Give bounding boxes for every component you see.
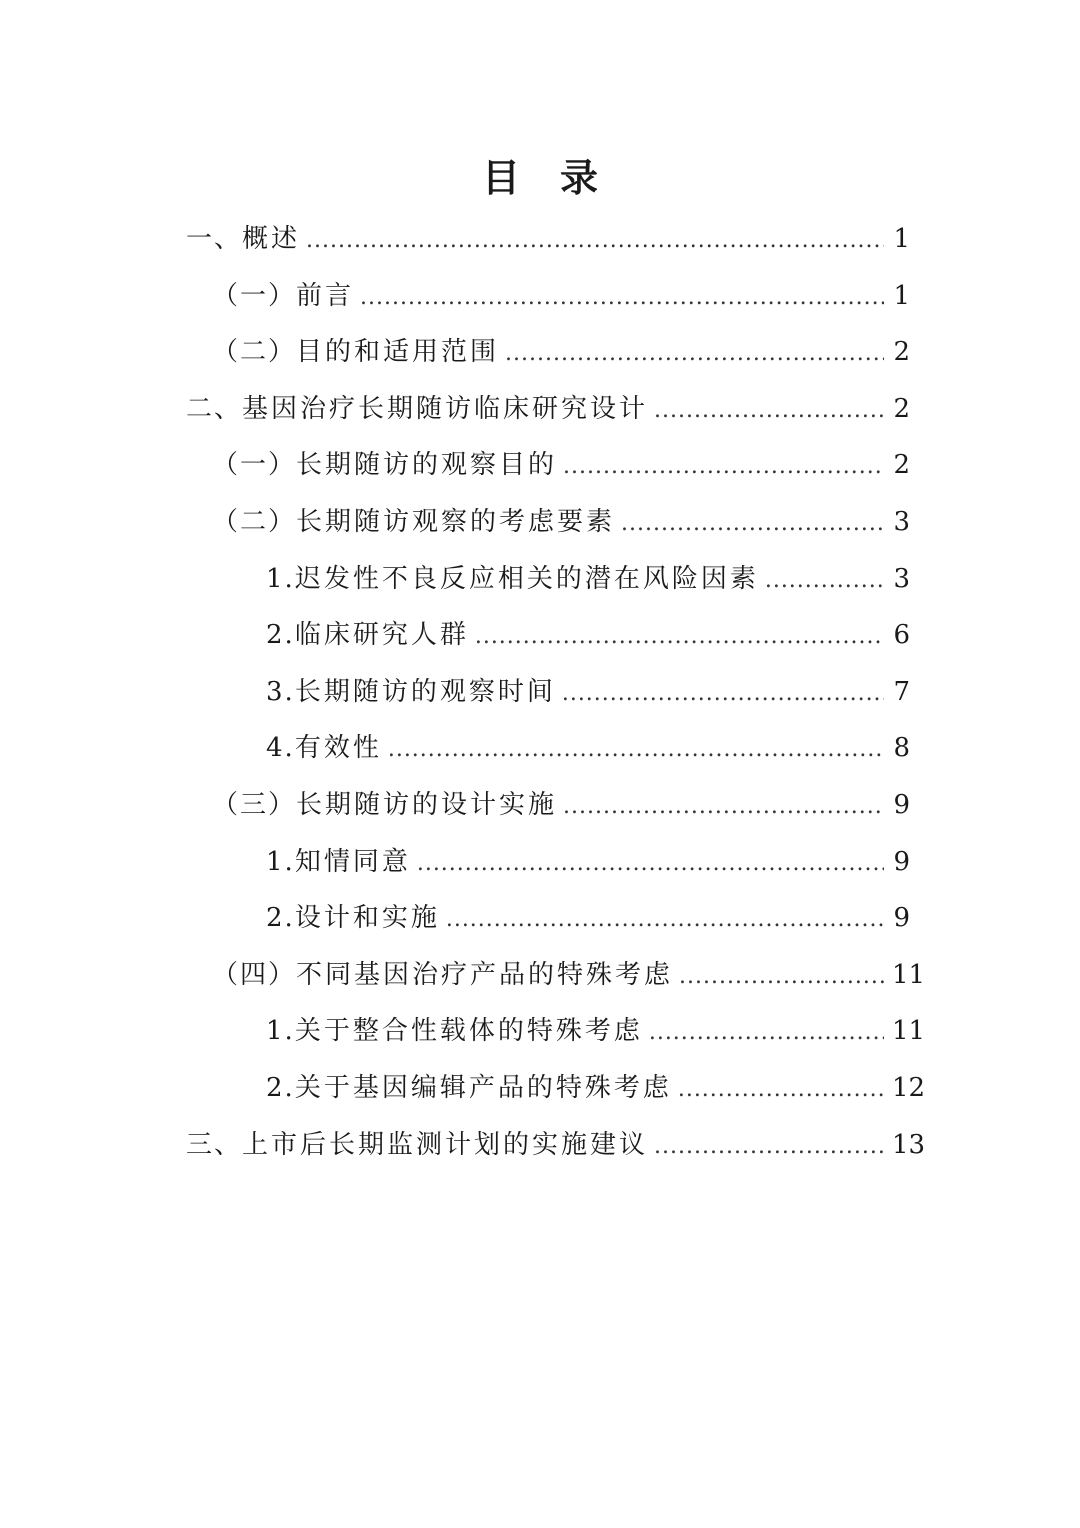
toc-entry-label: 设计和实施 [294,903,440,934]
toc-entry-label: 关于整合性载体的特殊考虑 [294,1016,643,1047]
toc-entry-number: 2. [266,1073,295,1103]
toc-entry-label: 迟发性不良反应相关的潜在风险因素 [294,563,759,594]
toc-entry-label: 前言 [296,280,355,311]
toc-entry-label: 不同基因治疗产品的特殊考虑 [296,959,674,990]
toc-entry-page-number: 11 [892,1016,926,1047]
toc-entry-label: 目的和适用范围 [296,337,500,368]
toc-title-char-2: 录 [560,155,599,200]
toc-entry-label: 长期随访观察的考虑要素 [296,507,616,537]
toc-entry-label: 长期随访的观察目的 [296,450,558,481]
toc-entry[interactable] [212,440,910,490]
toc-entry-number: （二） [212,507,297,537]
toc-entry-number: 1. [266,846,295,877]
toc-entry-page-number: 13 [892,1129,926,1160]
toc-entry-page-number: 8 [893,733,910,764]
toc-entry-label: 知情同意 [294,846,411,877]
toc-entry[interactable] [186,384,910,434]
dot-leader [621,499,884,549]
dot-leader [446,895,884,945]
dot-leader [306,216,884,266]
dot-leader [388,725,884,775]
toc-entry[interactable] [266,723,910,773]
dot-leader [475,612,884,662]
toc-entry-label: 概述 [242,224,301,254]
dot-leader [654,386,884,436]
toc-entry[interactable] [212,327,910,377]
toc-entry[interactable] [266,1006,926,1056]
toc-entry[interactable] [266,667,910,717]
toc-entry[interactable] [266,554,910,604]
toc-entry-number: （一） [212,450,297,481]
toc-title-char-1: 目 [481,155,520,200]
dot-leader [654,1122,884,1172]
toc-entry-page-number: 2 [893,337,910,368]
toc-entry-number: （二） [212,337,297,368]
toc-entry-page-number: 2 [893,393,910,424]
toc-entry-page-number: 1 [893,224,910,254]
toc-entry-number: （四） [212,959,297,990]
toc-entry-label: 长期随访的设计实施 [296,790,558,820]
toc-entry-number: 2. [266,620,295,651]
toc-entry-page-number: 3 [893,507,910,537]
toc-entry-page-number: 7 [893,676,910,707]
toc-entry-number: （三） [212,790,297,820]
toc-entry-page-number: 2 [893,450,910,481]
toc-entry-number: 4. [266,733,295,764]
toc-entry-number: 一、 [186,224,243,254]
dot-leader [563,782,884,832]
toc-entry-number: 二、 [186,393,243,424]
toc-entry-number: 2. [266,903,295,934]
toc-entry[interactable] [186,1120,926,1170]
dot-leader [360,273,884,323]
toc-entry[interactable] [212,271,910,321]
toc-entry-page-number: 9 [893,903,910,934]
toc-entry[interactable] [212,780,910,830]
dot-leader [417,839,884,889]
dot-leader [678,1065,884,1115]
toc-entry-page-number: 6 [893,620,910,651]
toc-entry[interactable] [212,950,926,1000]
toc-entry-label: 关于基因编辑产品的特殊考虑 [294,1073,672,1103]
toc-entry[interactable] [186,214,910,264]
toc-entry-number: 1. [266,563,295,594]
toc-entry-page-number: 1 [893,280,910,311]
dot-leader [649,1008,884,1058]
toc-entry-label: 基因治疗长期随访临床研究设计 [242,393,649,424]
toc-entry[interactable] [266,1063,926,1113]
dot-leader [562,669,884,719]
toc-entry[interactable] [266,893,910,943]
toc-entry[interactable] [212,497,910,547]
toc-entry-number: 3. [266,676,295,707]
dot-leader [679,952,884,1002]
toc-entry-label: 临床研究人群 [294,620,469,651]
toc-entry[interactable] [266,610,910,660]
toc-entry-label: 有效性 [294,733,382,764]
toc-entry-page-number: 12 [892,1073,926,1103]
dot-leader [765,556,884,606]
toc-entry-number: （一） [212,280,297,311]
dot-leader [505,329,884,379]
toc-title [0,152,1080,204]
toc-entry-page-number: 3 [893,563,910,594]
toc-entry-page-number: 9 [893,790,910,820]
toc-entry-number: 三、 [186,1129,243,1160]
toc-entry[interactable] [266,837,910,887]
toc-entry-page-number: 9 [893,846,910,877]
toc-entry-number: 1. [266,1016,295,1047]
dot-leader [563,442,884,492]
toc-entry-label: 上市后长期监测计划的实施建议 [242,1129,649,1160]
toc-entry-page-number: 11 [892,959,926,990]
toc-entry-label: 长期随访的观察时间 [294,676,556,707]
